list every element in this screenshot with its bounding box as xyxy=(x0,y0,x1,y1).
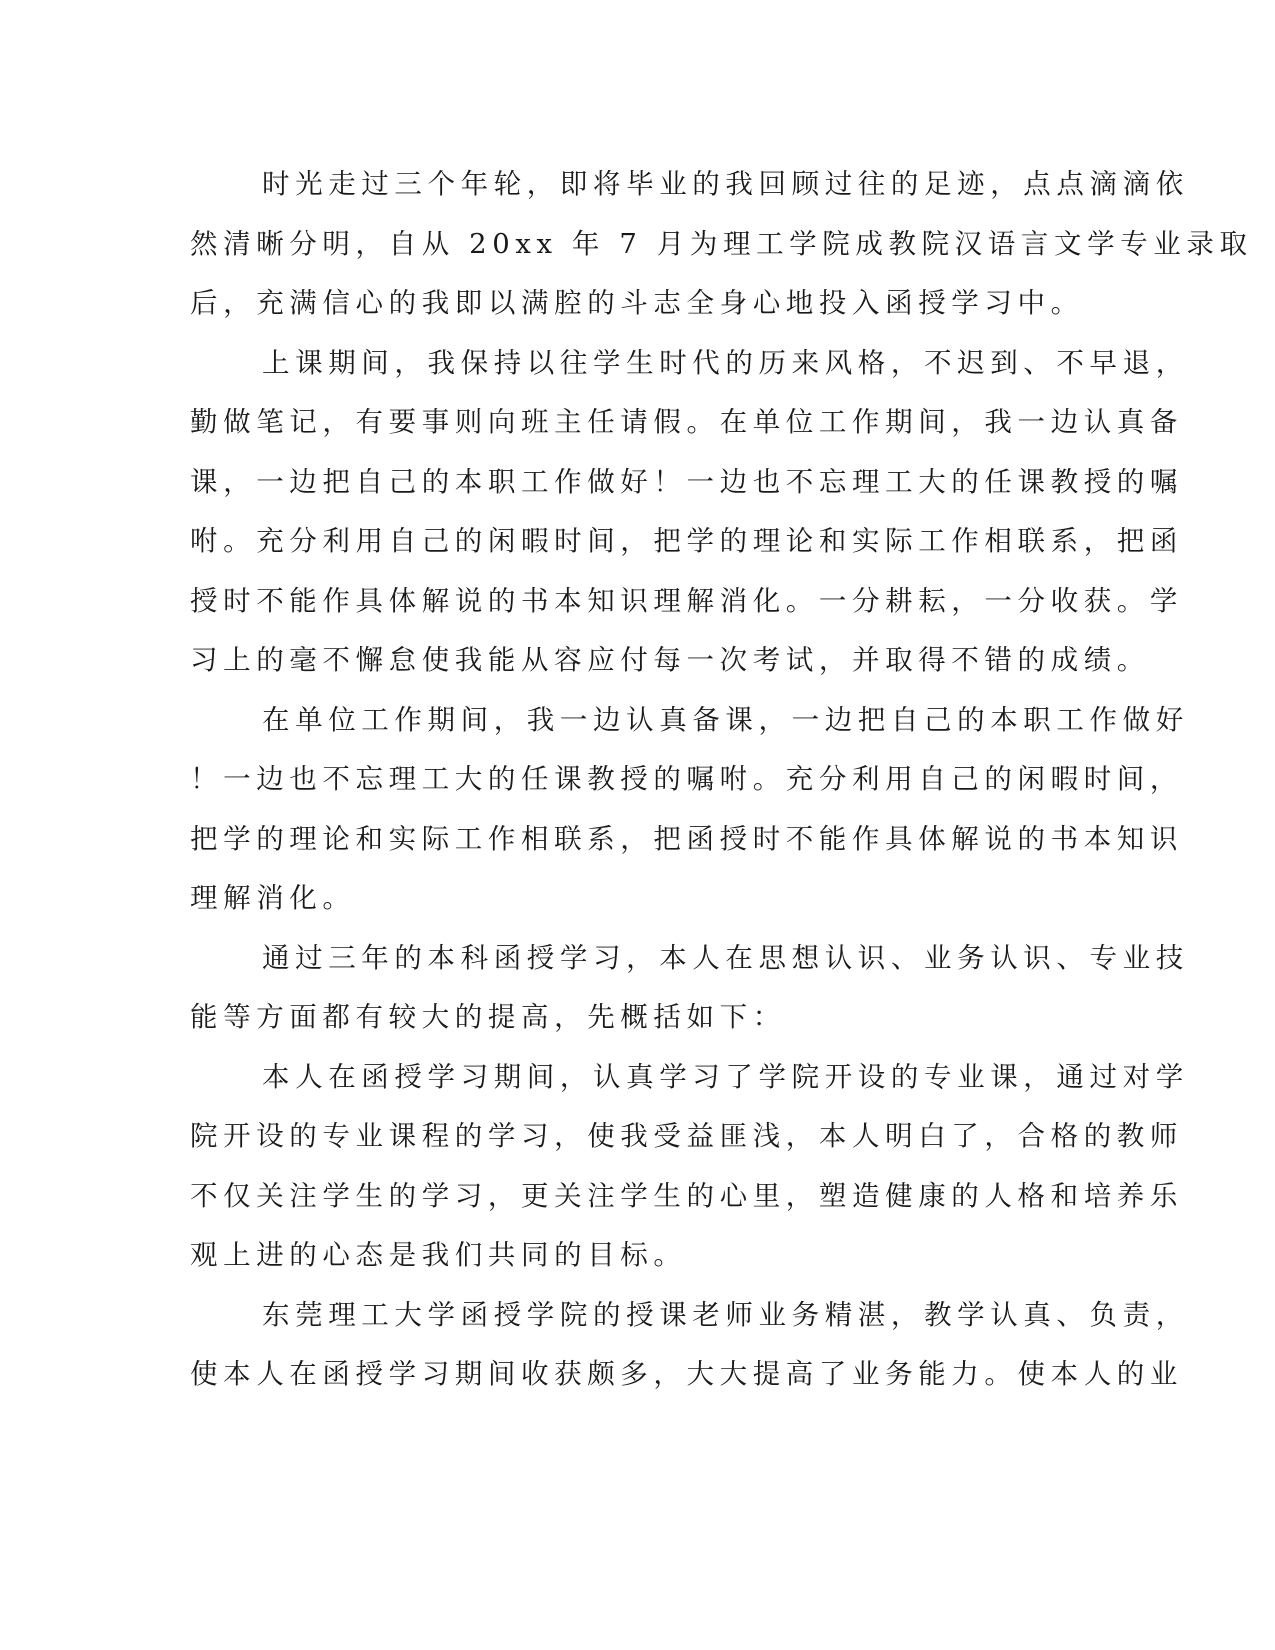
text-line: 习上的毫不懈怠使我能从容应付每一次考试，并取得不错的成绩。 xyxy=(190,644,1150,676)
text-line: 观上进的心态是我们共同的目标。 xyxy=(190,1239,687,1271)
text-line: 东莞理工大学函授学院的授课老师业务精湛，教学认真、负责， xyxy=(262,1298,1189,1331)
paragraph-1 xyxy=(190,155,1253,334)
text-line: 咐。充分利用自己的闲暇时间，把学的理论和实际工作相联系，把函 xyxy=(190,525,1183,557)
text-line: 授时不能作具体解说的书本知识理解消化。一分耕耘，一分收获。学 xyxy=(190,584,1183,617)
document-body xyxy=(190,155,1253,1405)
text-line: 时光走过三个年轮，即将毕业的我回顾过往的足迹，点点滴滴依 xyxy=(262,168,1189,200)
paragraph-5 xyxy=(190,1048,1189,1286)
text-line: 使本人在函授学习期间收获颇多，大大提高了业务能力。使本人的业 xyxy=(190,1358,1183,1390)
text-line: 课，一边把自己的本职工作做好！一边也不忘理工大的任课教授的嘱 xyxy=(190,465,1183,498)
text-line: 通过三年的本科函授学习，本人在思想认识、业务认识、专业技 xyxy=(262,941,1189,974)
text-line: 后，充满信心的我即以满腔的斗志全身心地投入函授学习中。 xyxy=(190,287,1084,319)
text-line: 能等方面都有较大的提高，先概括如下： xyxy=(190,1001,786,1033)
text-line: 不仅关注学生的学习，更关注学生的心里，塑造健康的人格和培养乐 xyxy=(190,1179,1183,1212)
text-line: 把学的理论和实际工作相联系，把函授时不能作具体解说的书本知识 xyxy=(190,822,1183,855)
text-line: 在单位工作期间，我一边认真备课，一边把自己的本职工作做好 xyxy=(262,703,1189,736)
text-line: 然清晰分明，自从 20xx 年 7 月为理工学院成教院汉语言文学专业录取 xyxy=(190,227,1253,260)
paragraph-4 xyxy=(190,929,1189,1048)
text-line: ！一边也不忘理工大的任课教授的嘱咐。充分利用自己的闲暇时间， xyxy=(190,763,1183,795)
paragraph-6 xyxy=(190,1286,1189,1405)
paragraph-2 xyxy=(190,334,1189,691)
text-line: 上课期间，我保持以往学生时代的历来风格，不迟到、不早退， xyxy=(262,346,1189,379)
text-line: 本人在函授学习期间，认真学习了学院开设的专业课，通过对学 xyxy=(262,1060,1189,1093)
text-line: 理解消化。 xyxy=(190,882,356,914)
text-line: 勤做笔记，有要事则向班主任请假。在单位工作期间，我一边认真备 xyxy=(190,406,1183,438)
text-line: 院开设的专业课程的学习，使我受益匪浅，本人明白了，合格的教师 xyxy=(190,1120,1183,1152)
paragraph-3 xyxy=(190,691,1189,929)
